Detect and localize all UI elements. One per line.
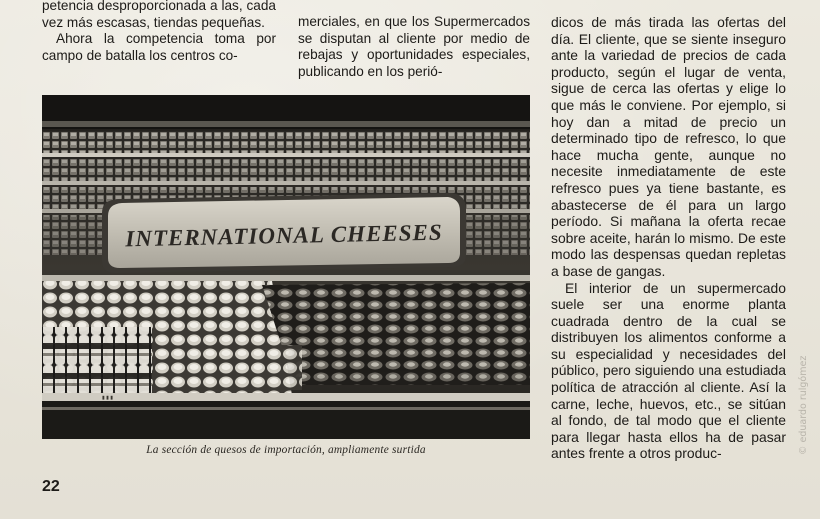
page-number: 22 — [42, 478, 60, 495]
supermarket-photo — [42, 95, 530, 439]
watermark: © eduardo rulgómez — [798, 355, 809, 455]
text-column-right — [551, 14, 786, 462]
text-column-middle — [298, 14, 530, 80]
svg-text:▮ ▮ ▮: ▮ ▮ ▮ — [102, 395, 114, 401]
sign-text: INTERNATIONAL CHEESES — [125, 219, 443, 252]
photo-caption: La sección de quesos de importación, ampliamente surtida — [146, 444, 426, 456]
paragraph: El interior de un supermercado suele ser una enorme planta cuadrada dentro de la cual se distribuyen los alimentos conforme a su especialidad y necesidades del público, pero siguiendo una estudiada política de atracción al cliente. Así la carne, leche, huevos, etc., se sitúan al fondo, de tal modo que el cliente para llegar hasta ellos ha de pasar antes frente a otros produc- — [551, 279, 786, 462]
text-column-left — [42, 0, 276, 64]
paragraph: petencia desproporcionada a las, cada vez más escasas, tiendas pequeñas. — [42, 0, 276, 30]
paragraph: merciales, en que los Supermercados se disputan al cliente por medio de rebajas y oportunidades especiales, publicando en los perió- — [298, 14, 530, 79]
paragraph: dicos de más tirada las ofertas del día. El cliente, que se siente inseguro ante la variedad de precios de cada producto, según el lugar de venta, sigue de cerca las ofertas y elige lo que más le conviene. Por ejemplo, si hoy dan a mitad de precio un determinado tipo de refresco, lo que hace mucha gente, aunque no necesite inmediatamente de este refresco pues ya tiene bastante, es abastecerse de él para un largo período. Si mañana la oferta recae sobre aceite, harán lo mismo. De este modo las despensas quedan repletas a base de gangas. — [551, 14, 786, 279]
paragraph: Ahora la competencia toma por campo de batalla los centros co- — [42, 31, 276, 63]
